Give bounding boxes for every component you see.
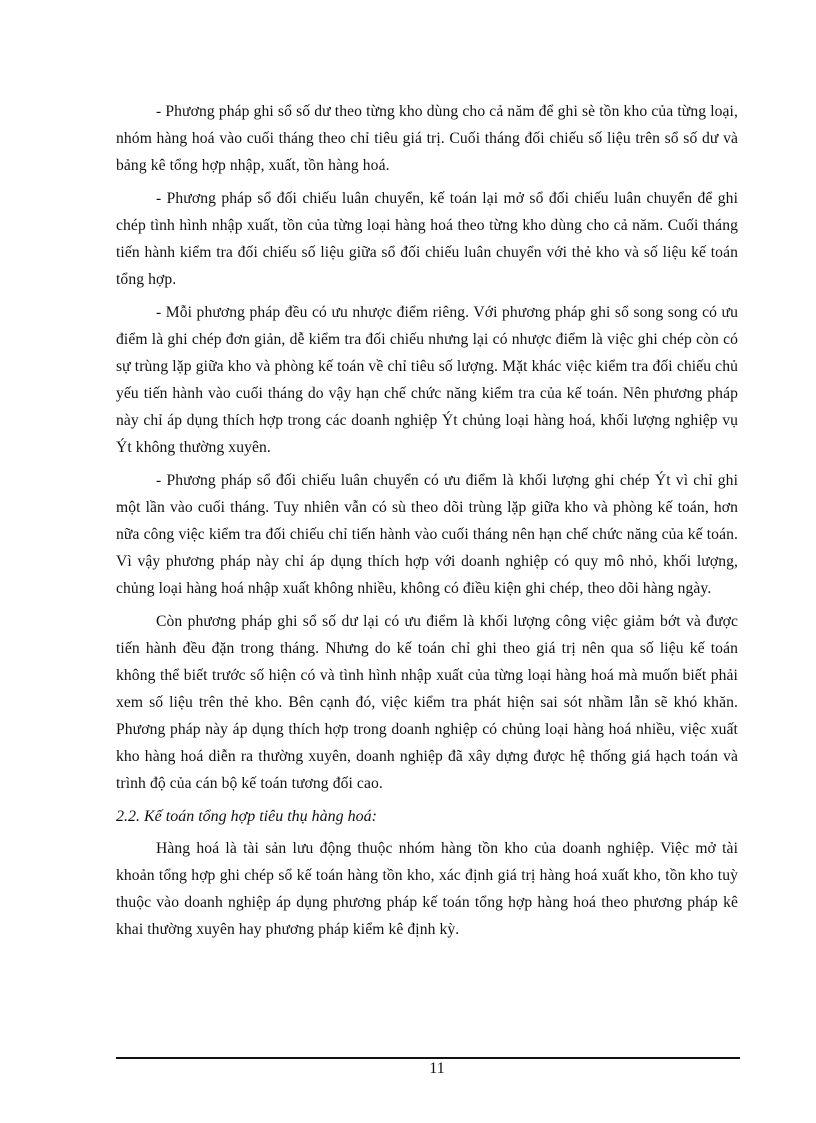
footer-rule [116,1057,740,1059]
paragraph-ledger-method: - Phương pháp ghi sổ số dư theo từng kho dùng cho cả năm để ghi sè tồn kho của từng loại, nhóm hàng hoá vào cuối tháng theo chỉ tiêu giá trị. Cuối tháng đối chiếu số liệu trên sổ số dư và bảng kê tổng hợp nhập, xuất, tồn hàng hoá. [116,103,738,174]
page-number: 11 [429,1060,445,1077]
section-heading: 2.2. Kế toán tổng hợp tiêu thụ hàng hoá: [116,808,377,825]
paragraph-reconciliation-advantages: - Phương pháp sổ đối chiếu luân chuyển có ưu điểm là khối lượng ghi chép Ýt vì chỉ ghi một lần vào cuối tháng. Tuy nhiên vẫn có sù theo dõi trùng lặp giữa kho và phòng kế toán, hơn nữa công việc kiểm tra đối chiếu chỉ tiến hành vào cuối tháng nên hạn chế chức năng của kế toán. Vì vậy phương pháp này chỉ áp dụng thích hợp với doanh nghiệp có quy mô nhỏ, khối lượng, chủng loại hàng hoá nhập xuất không nhiều, không có điều kiện ghi chép, theo dõi hàng ngày. [116,472,738,597]
paragraph-balance-ledger-advantages: Còn phương pháp ghi sổ số dư lại có ưu điểm là khối lượng công việc giảm bớt và được tiến hành đều đặn trong tháng. Nhưng do kế toán chỉ ghi theo giá trị nên qua số liệu kế toán không thể biết trước số hiện có và tình hình nhập xuất của từng loại hàng hoá mà muốn biết phải xem số liệu trên thẻ kho. Bên cạnh đó, việc kiểm tra phát hiện sai sót nhầm lẫn sẽ khó khăn. Phương pháp này áp dụng thích hợp trong doanh nghiệp có chủng loại hàng hoá nhiều, việc xuất kho hàng hoá diễn ra thường xuyên, doanh nghiệp đã xây dựng được hệ thống giá hạch toán và trình độ của cán bộ kế toán tương đối cao. [116,613,738,792]
document-body [116,98,738,949]
paragraph-reconciliation-method: - Phương pháp sổ đối chiếu luân chuyển, kế toán lại mở sổ đối chiếu luân chuyển để ghi chép tình hình nhập xuất, tồn của từng loại hàng hoá theo từng kho dùng cho cả năm. Cuối tháng tiến hành kiểm tra đối chiếu số liệu giữa sổ đối chiếu luân chuyển với thẻ kho và số liệu kế toán tổng hợp. [116,190,738,288]
paragraph-method-comparison: - Mỗi phương pháp đều có ưu nhược điểm riêng. Với phương pháp ghi sổ song song có ưu điểm là ghi chép đơn giản, dễ kiểm tra đối chiếu nhưng lại có nhược điểm là việc ghi chép còn có sự trùng lặp giữa kho và phòng kế toán về chỉ tiêu số lượng. Mặt khác việc kiểm tra đối chiếu chủ yếu tiến hành vào cuối tháng do vậy hạn chế chức năng kiểm tra của kế toán. Nên phương pháp này chỉ áp dụng thích hợp trong các doanh nghiệp Ýt chủng loại hàng hoá, khối lượng nghiệp vụ Ýt không thường xuyên. [116,304,738,456]
paragraph-goods-accounting: Hàng hoá là tài sản lưu động thuộc nhóm hàng tồn kho của doanh nghiệp. Việc mở tài khoản tổng hợp ghi chép sổ kế toán hàng tồn kho, xác định giá trị hàng hoá xuất kho, tồn kho tuỳ thuộc vào doanh nghiệp áp dụng phương pháp kế toán tổng hợp hàng hoá theo phương pháp kê khai thường xuyên hay phương pháp kiểm kê định kỳ. [116,840,738,938]
